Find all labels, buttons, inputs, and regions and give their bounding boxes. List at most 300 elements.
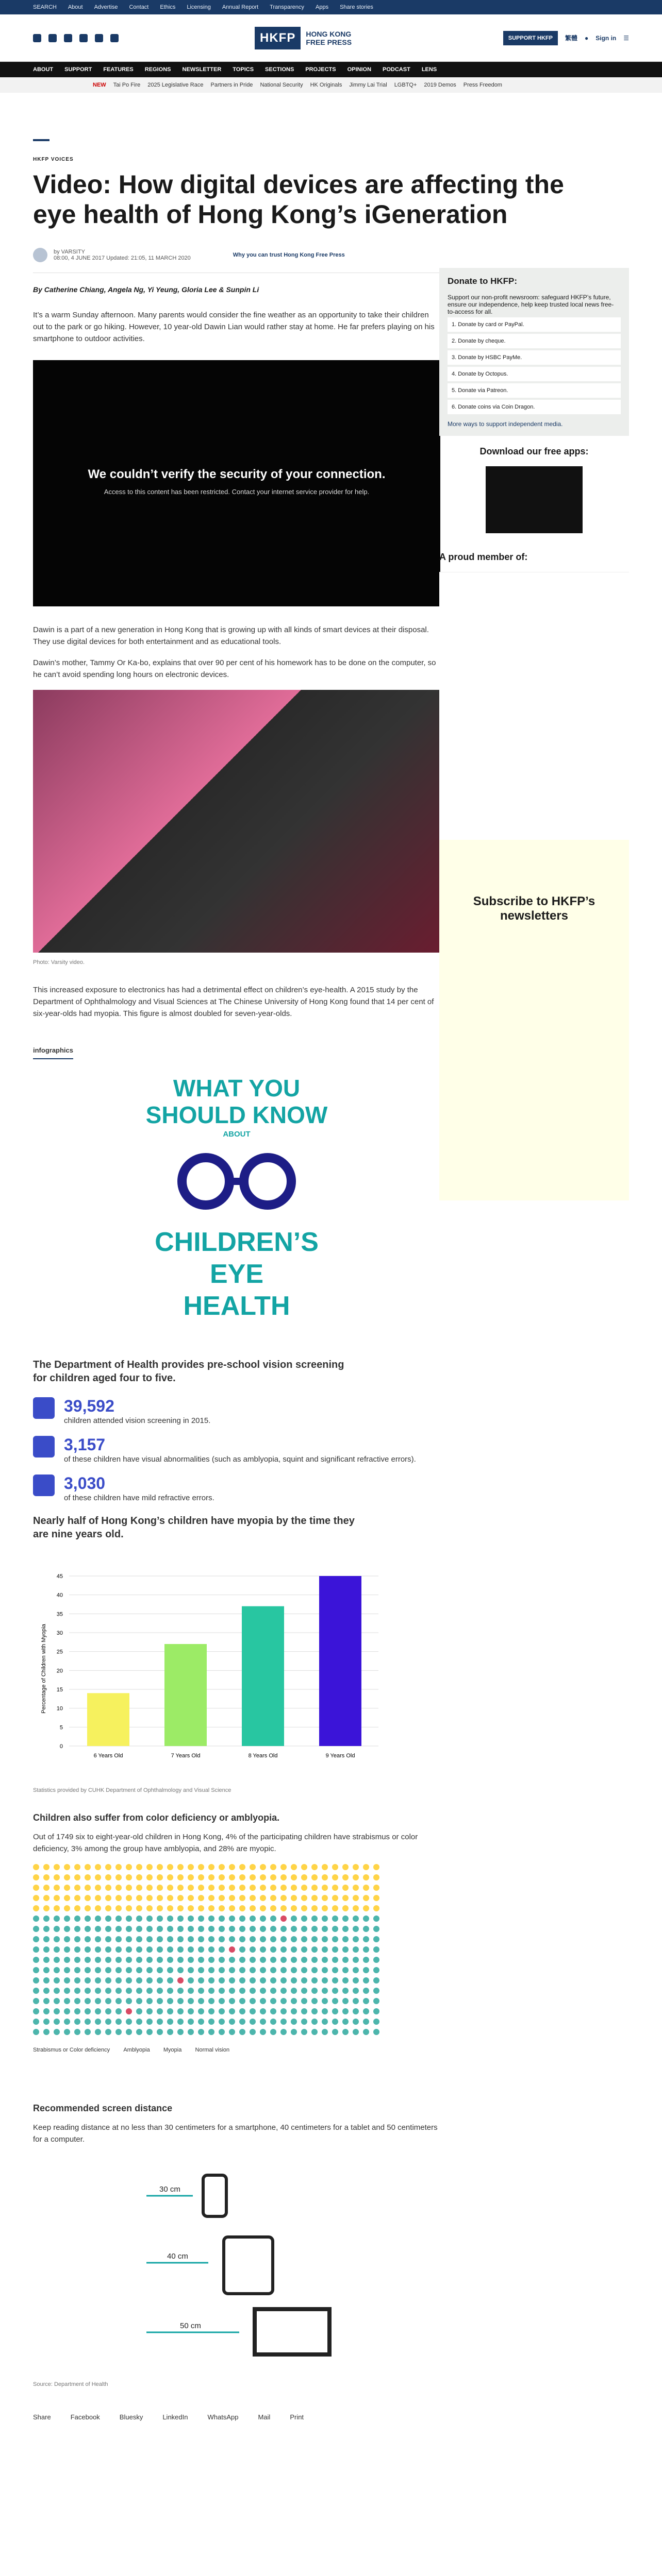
dot — [136, 2019, 142, 2025]
dot — [332, 2029, 338, 2035]
dot — [198, 1936, 204, 1942]
dot — [332, 1916, 338, 1922]
dot — [270, 1905, 276, 1911]
dot — [105, 1977, 111, 1984]
x-icon[interactable] — [48, 34, 57, 42]
dot — [342, 1988, 349, 1994]
video-player[interactable] — [33, 360, 440, 606]
linkedin-icon[interactable] — [110, 34, 119, 42]
app-store-buttons[interactable] — [486, 466, 583, 533]
dot — [219, 1946, 225, 1953]
dot — [54, 1885, 60, 1891]
dot — [136, 1977, 142, 1984]
dot — [219, 1936, 225, 1942]
stat-row — [33, 1436, 440, 1465]
newsletter-box — [439, 840, 629, 1200]
site-logo[interactable] — [255, 27, 352, 49]
dot — [322, 1946, 328, 1953]
share-whatsapp[interactable]: WhatsApp — [207, 2413, 239, 2421]
top-licensing[interactable]: Licensing — [187, 4, 211, 10]
dot — [136, 1926, 142, 1932]
dot — [280, 1916, 287, 1922]
dot — [167, 1977, 173, 1984]
dot — [322, 1977, 328, 1984]
dot — [85, 1998, 91, 2004]
dot — [373, 1874, 379, 1880]
dot — [353, 2019, 359, 2025]
dot — [229, 1874, 235, 1880]
dot — [74, 1885, 80, 1891]
trending-nav — [0, 77, 662, 93]
dot — [85, 1926, 91, 1932]
more-support-link[interactable]: More ways to support independent media. — [448, 420, 563, 428]
legend-item: Strabismus or Color deficiency — [33, 2047, 110, 2053]
nav-sections[interactable]: SECTIONS — [265, 66, 294, 73]
dot — [250, 2008, 256, 2014]
donate-patreon[interactable]: 5. Donate via Patreon. — [448, 383, 621, 398]
dot — [95, 1864, 101, 1870]
dot — [177, 2019, 184, 2025]
dot — [64, 1988, 70, 1994]
top-about[interactable]: About — [68, 4, 83, 10]
facebook-icon[interactable] — [33, 34, 41, 42]
dot — [311, 2019, 318, 2025]
dot — [167, 1895, 173, 1901]
trending-item[interactable]: HK Originals — [310, 82, 342, 88]
bar-7-years-old — [164, 1644, 207, 1746]
heading-line: WHAT YOU — [173, 1075, 301, 1101]
share-print[interactable]: Print — [290, 2413, 304, 2421]
youtube-icon[interactable] — [79, 34, 88, 42]
dot — [219, 1977, 225, 1984]
y-tick-label: 40 — [56, 1592, 63, 1599]
dot — [291, 1895, 297, 1901]
dot — [250, 1864, 256, 1870]
dot — [146, 1905, 153, 1911]
top-contact[interactable]: Contact — [129, 4, 149, 10]
dot — [95, 1936, 101, 1942]
dot — [332, 1988, 338, 1994]
dot — [74, 2008, 80, 2014]
dot — [260, 1905, 266, 1911]
dot — [95, 1957, 101, 1963]
dot — [64, 1977, 70, 1984]
dot — [250, 2019, 256, 2025]
dot — [250, 1977, 256, 1984]
top-ethics[interactable]: Ethics — [160, 4, 176, 10]
dot — [74, 2019, 80, 2025]
dot — [322, 1905, 328, 1911]
dot — [229, 1998, 235, 2004]
dot — [105, 1946, 111, 1953]
dot — [219, 1895, 225, 1901]
dot — [33, 1926, 39, 1932]
top-apps[interactable]: Apps — [316, 4, 329, 10]
dot — [353, 1998, 359, 2004]
trending-item[interactable]: Press Freedom — [463, 82, 502, 88]
dot — [105, 1905, 111, 1911]
dot — [239, 1998, 245, 2004]
dot — [136, 2029, 142, 2035]
bar-9-years-old — [319, 1576, 361, 1746]
dot — [115, 1998, 122, 2004]
dot — [136, 1988, 142, 1994]
dot — [64, 1864, 70, 1870]
dot — [260, 1874, 266, 1880]
dot — [342, 1885, 349, 1891]
dot — [291, 1946, 297, 1953]
dot — [229, 1977, 235, 1984]
nav-lens[interactable]: LENS — [421, 66, 437, 73]
dot — [322, 1895, 328, 1901]
dot — [43, 1988, 49, 1994]
top-annual-report[interactable]: Annual Report — [222, 4, 259, 10]
eye-icon — [33, 1475, 55, 1496]
dot — [105, 1998, 111, 2004]
dot — [373, 1885, 379, 1891]
dot — [74, 1874, 80, 1880]
trending-item[interactable]: LGBTQ+ — [394, 82, 417, 88]
dot — [115, 1967, 122, 1973]
dot — [260, 1864, 266, 1870]
dot — [167, 1988, 173, 1994]
dot — [301, 2019, 307, 2025]
dot — [188, 1967, 194, 1973]
dot — [280, 1905, 287, 1911]
dot — [177, 1967, 184, 1973]
dot — [146, 1895, 153, 1901]
nav-projects[interactable]: PROJECTS — [305, 66, 336, 73]
donate-octopus[interactable]: 4. Donate by Octopus. — [448, 367, 621, 381]
share-facebook[interactable]: Facebook — [70, 2413, 100, 2421]
instagram-icon[interactable] — [64, 34, 72, 42]
dot — [43, 1936, 49, 1942]
dot — [363, 1874, 369, 1880]
dot — [115, 2019, 122, 2025]
dot — [167, 2029, 173, 2035]
dot — [373, 1926, 379, 1932]
dot — [64, 1874, 70, 1880]
dot — [342, 2029, 349, 2035]
dot — [177, 1874, 184, 1880]
dot — [167, 1926, 173, 1932]
dot — [198, 1905, 204, 1911]
dot — [219, 2029, 225, 2035]
dot — [54, 1916, 60, 1922]
dot — [301, 1874, 307, 1880]
dot — [167, 1916, 173, 1922]
dot — [95, 1967, 101, 1973]
article-kicker[interactable]: HKFP VOICES — [33, 157, 74, 162]
support-button[interactable]: SUPPORT HKFP — [503, 31, 558, 45]
dot — [95, 1874, 101, 1880]
language-link[interactable]: 繁體 — [565, 35, 577, 42]
dot — [208, 1885, 214, 1891]
nav-about[interactable]: ABOUT — [33, 66, 54, 73]
dot — [198, 1926, 204, 1932]
share-linkedin[interactable]: LinkedIn — [162, 2413, 188, 2421]
dot — [64, 1895, 70, 1901]
dot — [239, 2008, 245, 2014]
dot — [85, 1864, 91, 1870]
dot — [219, 1864, 225, 1870]
trust-link[interactable]: Why you can trust Hong Kong Free Press — [233, 252, 345, 258]
trending-item[interactable]: Partners in Pride — [210, 82, 253, 88]
dot — [332, 1864, 338, 1870]
dot — [291, 1967, 297, 1973]
dot — [342, 2008, 349, 2014]
avatar — [33, 248, 47, 262]
dot — [177, 1936, 184, 1942]
dot — [239, 1895, 245, 1901]
dot — [126, 2019, 132, 2025]
dot — [74, 1864, 80, 1870]
dot — [291, 1874, 297, 1880]
dot — [239, 1946, 245, 1953]
dot — [353, 2029, 359, 2035]
dot — [280, 1885, 287, 1891]
dot — [43, 1926, 49, 1932]
dot — [43, 1905, 49, 1911]
dot — [198, 1885, 204, 1891]
dot — [270, 1916, 276, 1922]
dot — [167, 1936, 173, 1942]
dot — [208, 1957, 214, 1963]
dot — [43, 1885, 49, 1891]
dot — [260, 1926, 266, 1932]
dot — [373, 1957, 379, 1963]
dot — [250, 1936, 256, 1942]
dot — [322, 2008, 328, 2014]
top-transparency[interactable]: Transparency — [270, 4, 304, 10]
dot — [229, 1916, 235, 1922]
trending-item[interactable]: Jimmy Lai Trial — [349, 82, 387, 88]
dot — [270, 1895, 276, 1901]
dot — [157, 1864, 163, 1870]
source-note: Source: Department of Health — [33, 2381, 108, 2387]
share-mail[interactable]: Mail — [258, 2413, 271, 2421]
x-tick-label: 6 Years Old — [93, 1753, 123, 1759]
nav-podcast[interactable]: PODCAST — [383, 66, 410, 73]
dot — [177, 1977, 184, 1984]
dot — [146, 1967, 153, 1973]
user-icon[interactable]: ● — [584, 34, 589, 42]
infographics-tag[interactable]: infographics — [33, 1044, 73, 1059]
dot — [342, 1957, 349, 1963]
dot — [219, 1916, 225, 1922]
dot-matrix — [33, 1864, 440, 2035]
dot — [311, 1957, 318, 1963]
dot — [239, 1916, 245, 1922]
dot — [64, 2019, 70, 2025]
dot — [95, 1946, 101, 1953]
dot — [311, 2008, 318, 2014]
dot — [136, 1905, 142, 1911]
share-bluesky[interactable]: Bluesky — [119, 2413, 143, 2421]
dot — [250, 2029, 256, 2035]
dot — [260, 2019, 266, 2025]
signin-link[interactable]: Sign in — [595, 34, 617, 42]
dot — [353, 1977, 359, 1984]
article-body — [33, 309, 440, 2423]
dot — [115, 1885, 122, 1891]
dot — [229, 1988, 235, 1994]
author-link[interactable]: by VARSITY — [54, 249, 85, 255]
dot — [353, 1926, 359, 1932]
dot — [177, 1864, 184, 1870]
screening-title: The Department of Health provides pre-school vision screening for children aged four to five. — [33, 1359, 344, 1384]
dot — [188, 2008, 194, 2014]
nav-topics[interactable]: TOPICS — [233, 66, 254, 73]
dot — [146, 1957, 153, 1963]
dot — [363, 1998, 369, 2004]
dot — [177, 1988, 184, 1994]
dot — [373, 2008, 379, 2014]
dot — [157, 1905, 163, 1911]
dot — [64, 2029, 70, 2035]
dot — [363, 1864, 369, 1870]
dot — [198, 1957, 204, 1963]
dot — [229, 1936, 235, 1942]
dot — [146, 1988, 153, 1994]
dot — [291, 1998, 297, 2004]
dot — [353, 2008, 359, 2014]
donate-cheque[interactable]: 2. Donate by cheque. — [448, 334, 621, 348]
dot — [363, 1885, 369, 1891]
dot — [311, 1977, 318, 1984]
dot — [157, 1967, 163, 1973]
dot — [167, 1864, 173, 1870]
dot — [74, 2029, 80, 2035]
stat-row — [33, 1397, 440, 1427]
dot — [177, 1895, 184, 1901]
dot — [270, 2008, 276, 2014]
dot — [177, 1916, 184, 1922]
dot — [33, 1946, 39, 1953]
dot — [219, 1957, 225, 1963]
trending-item[interactable]: 2019 Demos — [424, 82, 456, 88]
children-eye-health — [33, 1226, 440, 1322]
dot — [332, 2008, 338, 2014]
dot — [64, 1936, 70, 1942]
dot — [198, 1988, 204, 1994]
dot — [322, 1988, 328, 1994]
dot — [229, 2029, 235, 2035]
dot — [301, 1977, 307, 1984]
brand-line-2: FREE PRESS — [306, 38, 352, 46]
bar-8-years-old — [242, 1606, 284, 1746]
dot — [219, 1967, 225, 1973]
dot — [311, 1885, 318, 1891]
dot — [64, 2008, 70, 2014]
nav-support[interactable]: SUPPORT — [64, 66, 92, 73]
dot — [332, 1977, 338, 1984]
nav-opinion[interactable]: OPINION — [347, 66, 372, 73]
dot — [363, 2008, 369, 2014]
nav-newsletter[interactable]: NEWSLETTER — [182, 66, 222, 73]
dot — [115, 1916, 122, 1922]
dot — [74, 1905, 80, 1911]
dot — [363, 1905, 369, 1911]
glasses-icon — [159, 1150, 314, 1212]
dot — [363, 2029, 369, 2035]
dot — [33, 1905, 39, 1911]
dot — [280, 1967, 287, 1973]
dot — [74, 1895, 80, 1901]
article-date: 08:00, 4 JUNE 2017 Updated: 21:05, 11 MARCH 2020 — [54, 255, 191, 261]
stat-number: 3,157 — [64, 1435, 106, 1454]
dot — [54, 2008, 60, 2014]
dot — [353, 1885, 359, 1891]
dot — [85, 1905, 91, 1911]
dot — [353, 1967, 359, 1973]
donate-payme[interactable]: 3. Donate by HSBC PayMe. — [448, 350, 621, 365]
dot — [373, 1864, 379, 1870]
dot — [43, 2019, 49, 2025]
eye-word: EYE — [209, 1259, 264, 1289]
dot — [146, 1874, 153, 1880]
dot — [85, 1895, 91, 1901]
dot — [115, 1957, 122, 1963]
dot — [260, 1977, 266, 1984]
donate-card[interactable]: 1. Donate by card or PayPal. — [448, 317, 621, 332]
dot — [353, 1864, 359, 1870]
dot — [301, 2008, 307, 2014]
trending-item[interactable]: 2025 Legislative Race — [147, 82, 204, 88]
menu-icon[interactable]: ☰ — [623, 34, 629, 42]
dot — [157, 1916, 163, 1922]
top-search[interactable]: SEARCH — [33, 4, 57, 10]
stat-text: of these children have visual abnormalities (such as amblyopia, squint and significant refractive errors). — [64, 1455, 416, 1464]
dot — [301, 1957, 307, 1963]
donate-coin-dragon[interactable]: 6. Donate coins via Coin Dragon. — [448, 400, 621, 414]
dot — [291, 2029, 297, 2035]
nav-regions[interactable]: REGIONS — [144, 66, 171, 73]
video-error-title: We couldn’t verify the security of your connection. — [88, 467, 386, 481]
dot — [95, 1977, 101, 1984]
dot — [43, 1916, 49, 1922]
dot — [239, 2029, 245, 2035]
dot — [342, 1946, 349, 1953]
dot — [85, 1946, 91, 1953]
dot — [250, 1885, 256, 1891]
nav-features[interactable]: FEATURES — [103, 66, 134, 73]
dot — [270, 1998, 276, 2004]
dot — [167, 1957, 173, 1963]
dot — [208, 1936, 214, 1942]
dot — [105, 2029, 111, 2035]
dot — [43, 1967, 49, 1973]
dot — [136, 2008, 142, 2014]
heading-about: ABOUT — [223, 1130, 251, 1139]
dot — [188, 1916, 194, 1922]
top-share-stories[interactable]: Share stories — [340, 4, 373, 10]
trending-item[interactable]: National Security — [260, 82, 303, 88]
dot — [342, 1936, 349, 1942]
dot — [353, 1905, 359, 1911]
dot — [342, 2019, 349, 2025]
dot — [54, 1864, 60, 1870]
dot — [208, 2008, 214, 2014]
dot — [198, 1864, 204, 1870]
trending-item[interactable]: Tai Po Fire — [113, 82, 141, 88]
top-advertise[interactable]: Advertise — [94, 4, 118, 10]
dot — [250, 1895, 256, 1901]
dot — [105, 2019, 111, 2025]
dot — [208, 1864, 214, 1870]
dot — [157, 1895, 163, 1901]
telegram-icon[interactable] — [95, 34, 103, 42]
